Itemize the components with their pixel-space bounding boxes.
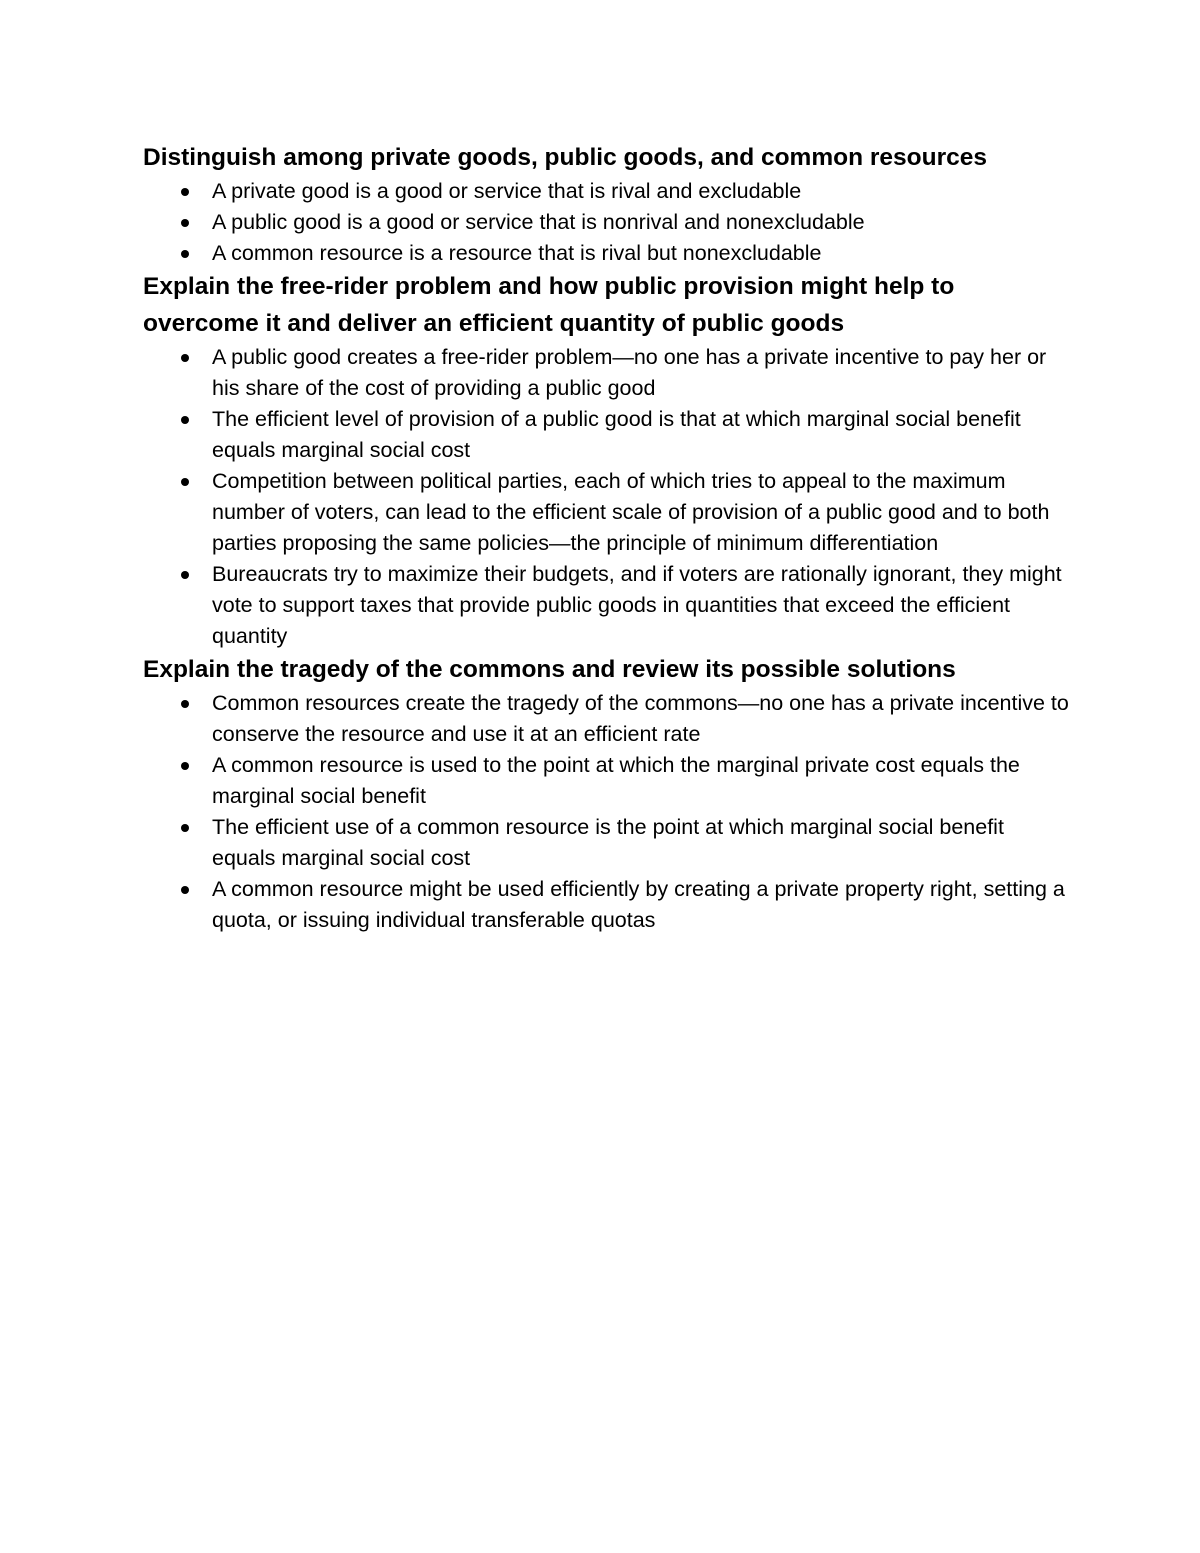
list-item-text: A public good is a good or service that is nonrival and nonexcludable (212, 210, 865, 234)
section-heading: Distinguish among private goods, public goods, and common resources (143, 144, 987, 171)
section-tragedy-of-commons (143, 652, 1073, 936)
bullet-icon (181, 250, 189, 258)
list-item-text: The efficient use of a common resource is the point at which marginal social benefit equals marginal social cost (212, 815, 1004, 870)
list-item (143, 688, 1073, 750)
list-item (143, 342, 1073, 404)
bullet-list (143, 342, 1073, 652)
bullet-icon (181, 700, 189, 708)
list-item (143, 559, 1073, 652)
bullet-icon (181, 478, 189, 486)
list-item (143, 176, 1073, 207)
list-item-text: Competition between political parties, each of which tries to appeal to the maximum number of voters, can lead to the efficient scale of provision of a public good and to both parties proposing the same policies—the principle of minimum differentiation (212, 469, 1050, 555)
list-item (143, 404, 1073, 466)
list-item-text: A common resource is a resource that is rival but nonexcludable (212, 241, 822, 265)
bullet-icon (181, 354, 189, 362)
list-item (143, 207, 1073, 238)
bullet-icon (181, 886, 189, 894)
bullet-icon (181, 762, 189, 770)
bullet-list (143, 176, 1073, 269)
list-item (143, 466, 1073, 559)
list-item (143, 750, 1073, 812)
bullet-icon (181, 219, 189, 227)
list-item-text: A common resource is used to the point at which the marginal private cost equals the marginal social benefit (212, 753, 1020, 808)
bullet-icon (181, 571, 189, 579)
list-item-text: The efficient level of provision of a public good is that at which marginal social benefit equals marginal social cost (212, 407, 1021, 462)
section-goods-types (143, 140, 1073, 269)
list-item-text: A public good creates a free-rider problem—no one has a private incentive to pay her or his share of the cost of providing a public good (212, 345, 1047, 400)
bullet-icon (181, 188, 189, 196)
list-item-text: A private good is a good or service that is rival and excludable (212, 179, 802, 203)
list-item (143, 812, 1073, 874)
list-item (143, 874, 1073, 936)
list-item-text: Bureaucrats try to maximize their budgets, and if voters are rationally ignorant, they might vote to support taxes that provide public goods in quantities that exceed the efficient quantity (212, 562, 1062, 648)
section-free-rider (143, 269, 1073, 652)
bullet-icon (181, 824, 189, 832)
bullet-list (143, 688, 1073, 936)
list-item (143, 238, 1073, 269)
section-heading: Explain the tragedy of the commons and review its possible solutions (143, 656, 956, 683)
list-item-text: Common resources create the tragedy of the commons—no one has a private incentive to conserve the resource and use it at an efficient rate (212, 691, 1069, 746)
document-body (143, 140, 1073, 936)
section-heading: Explain the free-rider problem and how public provision might help to overcome it and deliver an efficient quantity of public goods (143, 273, 955, 337)
bullet-icon (181, 416, 189, 424)
list-item-text: A common resource might be used efficiently by creating a private property right, setting a quota, or issuing individual transferable quotas (212, 877, 1065, 932)
